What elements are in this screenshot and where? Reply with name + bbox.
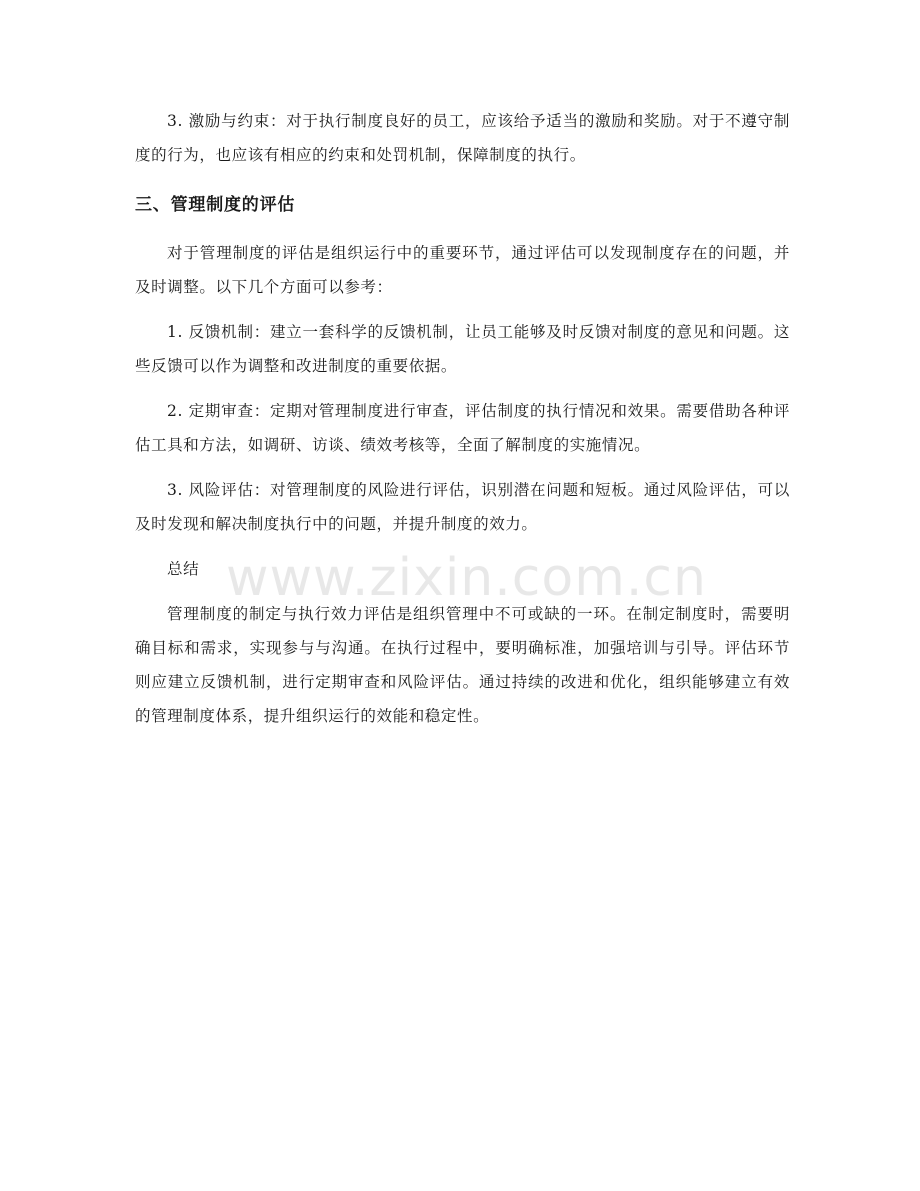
summary-title: 总结	[167, 560, 200, 578]
item-feedback: 1. 反馈机制：建立一套科学的反馈机制，让员工能够及时反馈对制度的意见和问题。这些反馈可以作为调整和改进制度的重要依据。	[135, 323, 790, 375]
section-intro: 对于管理制度的评估是组织运行中的重要环节，通过评估可以发现制度存在的问题，并及时调整。以下几个方面可以参考：	[135, 244, 790, 296]
paragraph-incentives: 3. 激励与约束：对于执行制度良好的员工，应该给予适当的激励和奖励。对于不遵守制度的行为，也应该有相应的约束和处罚机制，保障制度的执行。	[135, 112, 790, 164]
section-heading: 三、管理制度的评估	[135, 195, 296, 215]
item-risk-assessment: 3. 风险评估：对管理制度的风险进行评估，识别潜在问题和短板。通过风险评估，可以及时发现和解决制度执行中的问题，并提升制度的效力。	[135, 481, 790, 533]
document-page	[135, 104, 790, 733]
item-periodic-review: 2. 定期审查：定期对管理制度进行审查，评估制度的执行情况和效果。需要借助各种评估工具和方法，如调研、访谈、绩效考核等，全面了解制度的实施情况。	[135, 402, 790, 454]
watermark: www.zixin.com.cn	[226, 548, 707, 608]
summary-text: 管理制度的制定与执行效力评估是组织管理中不可或缺的一环。在制定制度时，需要明确目标和需求，实现参与与沟通。在执行过程中，要明确标准，加强培训与引导。评估环节则应建立反馈机制，进行定期审查和风险评估。通过持续的改进和优化，组织能够建立有效的管理制度体系，提升组织运行的效能和稳定性。	[135, 605, 790, 725]
